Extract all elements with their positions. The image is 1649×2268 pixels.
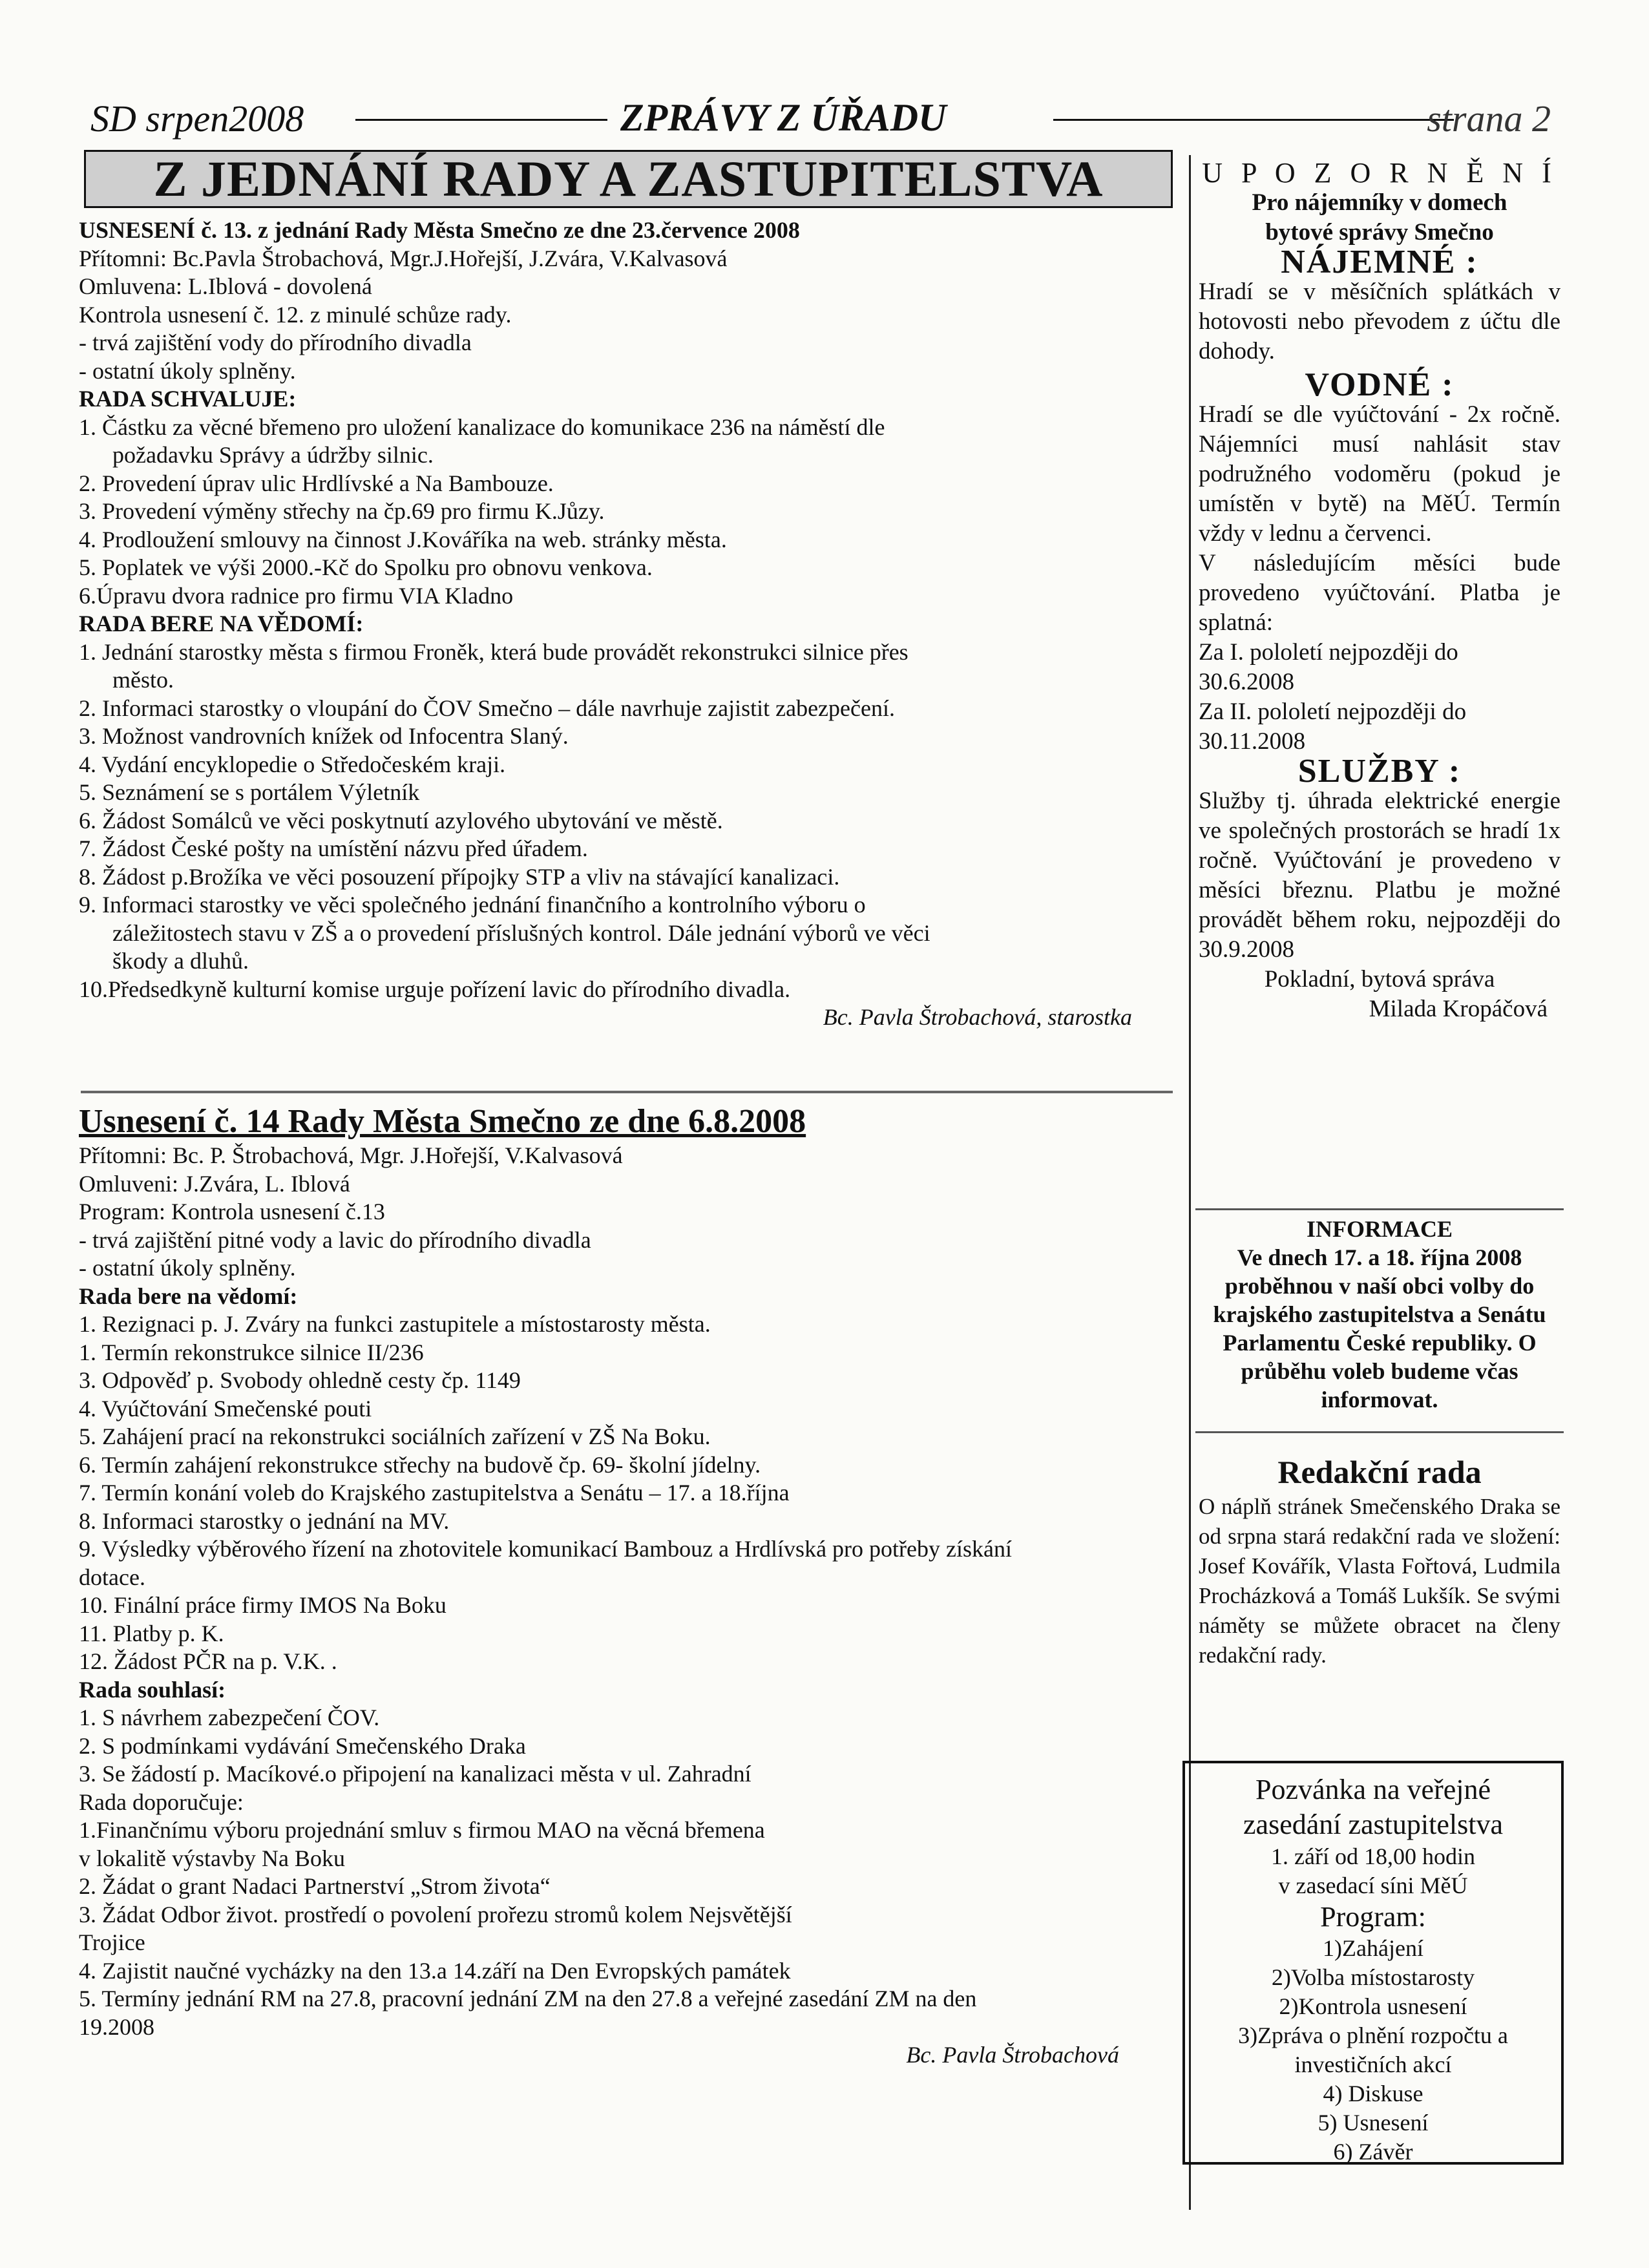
list-item: 6.Úpravu dvora radnice pro firmu VIA Kladno — [79, 582, 514, 609]
water-text: Hradí se dle vyúčtování - 2x ročně. Nájemníci musí nahlásit stav podružného vodoměru (pokud je umístěn v bytě) na MěÚ. Termín vždy v lednu a červenci. — [1199, 401, 1560, 547]
list-item: 3. Možnost vandrovních knížek od Infocentra Slaný. — [79, 723, 569, 749]
list-item: 1. Jednání starostky města s firmou Froněk, která bude provádět rekonstrukci silnice přes — [79, 638, 909, 665]
list-item: 5. Poplatek ve výši 2000.-Kč do Spolku pro obnovu venkova. — [79, 554, 653, 580]
list-item: 5. Termíny jednání RM na 27.8, pracovní jednání ZM na den 27.8 a veřejné zasedání ZM na den — [79, 1986, 977, 2011]
list-item: 11. Platby p. K. — [79, 1620, 224, 1646]
editorial-board — [1199, 1454, 1560, 1670]
list-item: škody a dluhů. — [112, 948, 249, 974]
notice-subtitle: Pro nájemníky v domech — [1252, 189, 1507, 216]
right-separator — [1195, 1431, 1564, 1433]
term-1-date: 30.6.2008 — [1199, 669, 1294, 695]
list-item: 19.2008 — [79, 2013, 154, 2040]
text-line: Omluveni: J.Zvára, L. Iblová — [79, 1170, 350, 1197]
invitation-title: Pozvánka na veřejné — [1255, 1774, 1491, 1805]
list-item: 8. Žádost p.Brožíka ve věci posouzení přípojky STP a vliv na stávající kanalizaci. — [79, 863, 840, 890]
list-item: 9. Výsledky výběrového řízení na zhotovitele komunikací Bambouz a Hrdlívská pro potřeby získání — [79, 1536, 1012, 1562]
program-item: 4) Diskuse — [1323, 2081, 1423, 2106]
list-item: 3. Provedení výměny střechy na čp.69 pro firmu K.Jůzy. — [79, 498, 605, 524]
list-item: 1.Finančnímu výboru projednání smluv s firmou MAO na věcná břemena — [79, 1817, 765, 1843]
list-item: 4. Prodloužení smlouvy na činnost J.Kováříka na web. stránky města. — [79, 526, 727, 552]
notice-title: U P O Z O R N Ě N Í — [1202, 157, 1557, 189]
section-separator — [81, 1091, 1173, 1093]
term-2-date: 30.11.2008 — [1199, 728, 1306, 755]
tenant-notice — [1199, 158, 1560, 1024]
water-text-2: V následujícím měsíci bude provedeno vyúčtování. Platba je splatná: — [1199, 550, 1560, 636]
text-line: - ostatní úkoly splněny. — [79, 357, 296, 384]
text-line: Přítomni: Bc.Pavla Štrobachová, Mgr.J.Hořejší, J.Zvára, V.Kalvasová — [79, 245, 728, 271]
list-item: 10.Předsedkyně kulturní komise urguje pořízení lavic do přírodního divadla. — [79, 976, 791, 1002]
issue-label: SD srpen2008 — [90, 98, 304, 140]
list-item: požadavku Správy a údržby silnic. — [112, 442, 434, 468]
list-item: 4. Vyúčtování Smečenské pouti — [79, 1395, 372, 1422]
term-2: Za II. pololetí nejpozději do — [1199, 698, 1467, 725]
list-item: dotace. — [79, 1564, 145, 1590]
text-line: - trvá zajištění vody do přírodního divadla — [79, 330, 472, 355]
main-banner: Z JEDNÁNÍ RADY A ZASTUPITELSTVA — [84, 150, 1173, 208]
list-item: 2. Informaci starostky o vloupání do ČOV Smečno – dále navrhuje zajistit zabezpečení. — [79, 695, 895, 721]
list-item: 3. Odpověď p. Svobody ohledně cesty čp. 1149 — [79, 1367, 521, 1393]
list-item: 1. Částku za věcné břemeno pro uložení kanalizace do komunikace 236 na náměstí dle — [79, 414, 885, 440]
list-item: 10. Finální práce firmy IMOS Na Boku — [79, 1592, 446, 1618]
notes-heading: RADA BERE NA VĚDOMÍ: — [79, 611, 364, 636]
list-item: 6. Žádost Somálců ve věci poskytnutí azylového ubytování ve městě. — [79, 807, 723, 834]
text-line: - ostatní úkoly splněny. — [79, 1255, 296, 1281]
program-item: 3)Zpráva o plnění rozpočtu a — [1238, 2022, 1508, 2048]
notes-heading: Rada bere na vědomí: — [79, 1283, 298, 1309]
editorial-text: O náplň stránek Smečenského Draka se od srpna stará redakční rada ve složení: Josef Kovářík, Vlasta Fořtová, Ludmila Procházková a Tomáš Lukšík. Se svými náměty se můžete obracet na členy redakční rady. — [1199, 1494, 1560, 1668]
header-rule-left — [355, 119, 607, 121]
list-item: 3. Se žádostí p. Macíkové.o připojení na kanalizaci města v ul. Zahradní — [79, 1761, 751, 1787]
program-item: investičních akcí — [1294, 2052, 1452, 2077]
right-separator — [1195, 1208, 1564, 1210]
program-item: 6) Závěr — [1333, 2139, 1413, 2165]
list-item: 1. S návrhem zabezpečení ČOV. — [79, 1705, 380, 1730]
meeting-invitation — [1182, 1761, 1564, 2165]
invitation-place: v zasedací síni MěÚ — [1278, 1873, 1468, 1898]
program-item: 2)Volba místostarosty — [1271, 1964, 1475, 1990]
list-item: 1. Rezignaci p. J. Zváry na funkci zastupitele a místostarosty města. — [79, 1311, 711, 1337]
program-item: 2)Kontrola usnesení — [1279, 1993, 1467, 2019]
list-item: 9. Informaci starostky ve věci společného jednání finančního a kontrolního výboru o — [79, 892, 866, 918]
water-heading: VODNÉ : — [1305, 366, 1455, 403]
services-heading: SLUŽBY : — [1297, 753, 1462, 790]
program-item: 1)Zahájení — [1323, 1935, 1423, 1961]
list-item: 4. Vydání encyklopedie o Středočeském kraji. — [79, 751, 506, 777]
rent-heading: NÁJEMNÉ : — [1281, 244, 1478, 280]
term-1: Za I. pololetí nejpozději do — [1199, 639, 1458, 666]
resolution-13 — [79, 216, 1177, 1032]
rent-text: Hradí se v měsíčních splátkách v hotovosti nebo převodem z účtu dle dohody. — [1199, 278, 1560, 364]
list-item: v lokalitě výstavby Na Boku — [79, 1845, 345, 1871]
text-line: Program: Kontrola usnesení č.13 — [79, 1199, 385, 1224]
list-item: Trojice — [79, 1929, 145, 1955]
election-info — [1199, 1215, 1560, 1414]
text-line: Kontrola usnesení č. 12. z minulé schůze rady. — [79, 301, 512, 328]
list-item: 1. Termín rekonstrukce silnice II/236 — [79, 1339, 424, 1365]
list-item: 4. Zajistit naučné vycházky na den 13.a 14.září na Den Evropských památek — [79, 1957, 791, 1984]
signature: Bc. Pavla Štrobachová — [906, 2042, 1119, 2068]
list-item: 7. Termín konání voleb do Krajského zastupitelstva a Senátu – 17. a 18.října — [79, 1480, 790, 1506]
signature: Bc. Pavla Štrobachová, starostka — [823, 1004, 1132, 1030]
text-line: - trvá zajištění pitné vody a lavic do přírodního divadla — [79, 1226, 591, 1253]
text-line: Přítomni: Bc. P. Štrobachová, Mgr. J.Hořejší, V.Kalvasová — [79, 1142, 623, 1168]
list-item: 5. Zahájení prací na rekonstrukci sociálních zařízení v ZŠ Na Boku. — [79, 1423, 711, 1449]
list-item: 8. Informaci starostky o jednání na MV. — [79, 1507, 450, 1534]
editorial-title: Redakční rada — [1277, 1454, 1482, 1490]
list-item: 6. Termín zahájení rekonstrukce střechy na budově čp. 69- školní jídelny. — [79, 1451, 761, 1478]
invitation-date: 1. září od 18,00 hodin — [1271, 1843, 1475, 1869]
list-item: 12. Žádost PČR na p. V.K. . — [79, 1648, 337, 1674]
resolution-13-title: USNESENÍ č. 13. z jednání Rady Města Smečno ze dne 23.července 2008 — [79, 217, 800, 243]
list-item: 2. Provedení úprav ulic Hrdlívské a Na Bambouze. — [79, 470, 554, 496]
notice-signature-2: Milada Kropáčová — [1369, 996, 1548, 1022]
resolution-14-title: Usnesení č. 14 Rady Města Smečno ze dne 6.8.2008 — [79, 1103, 806, 1140]
list-item: 5. Seznámení se s portálem Výletník — [79, 779, 420, 805]
section-heading: ZPRÁVY Z ÚŘADU — [620, 96, 947, 139]
resolution-14 — [79, 1102, 1177, 2070]
list-item: město. — [112, 667, 174, 693]
list-item: 3. Žádat Odbor život. prostředí o povolení prořezu stromů kolem Nejsvětější — [79, 1901, 792, 1927]
list-item: 2. Žádat o grant Nadaci Partnerství „Strom života“ — [79, 1873, 551, 1899]
page-header — [90, 90, 1551, 149]
list-item: 2. S podmínkami vydávání Smečenského Draka — [79, 1732, 526, 1759]
page-number: strana 2 — [1427, 98, 1551, 140]
notice-subtitle: bytové správy Smečno — [1265, 219, 1494, 246]
text-line: Omluvena: L.Iblová - dovolená — [79, 273, 372, 299]
agrees-heading: Rada souhlasí: — [79, 1676, 226, 1703]
header-rule-right — [1053, 119, 1454, 121]
notice-signature-1: Pokladní, bytová správa — [1264, 966, 1495, 992]
program-title: Program: — [1320, 1901, 1426, 1933]
info-text: Ve dnech 17. a 18. října 2008 proběhnou v naší obci volby do krajského zastupitelstva a Senátu Parlamentu České republiky. O průběhu voleb budeme včas informovat. — [1213, 1244, 1546, 1412]
services-text: Služby tj. úhrada elektrické energie ve společných prostorách se hradí 1x ročně. Vyúčtování je provedeno v měsíci březnu. Platbu je možné provádět během roku, nejpozději do 30.9.2008 — [1199, 788, 1560, 963]
info-title: INFORMACE — [1307, 1216, 1453, 1242]
list-item: 7. Žádost České pošty na umístění názvu před úřadem. — [79, 835, 588, 861]
program-item: 5) Usnesení — [1318, 2110, 1429, 2136]
invitation-title: zasedání zastupitelstva — [1243, 1809, 1503, 1840]
approves-heading: RADA SCHVALUJE: — [79, 386, 297, 412]
recommends-heading: Rada doporučuje: — [79, 1789, 244, 1815]
list-item: záležitostech stavu v ZŠ a o provedení příslušných kontrol. Dále jednání výborů ve věci — [112, 919, 930, 946]
